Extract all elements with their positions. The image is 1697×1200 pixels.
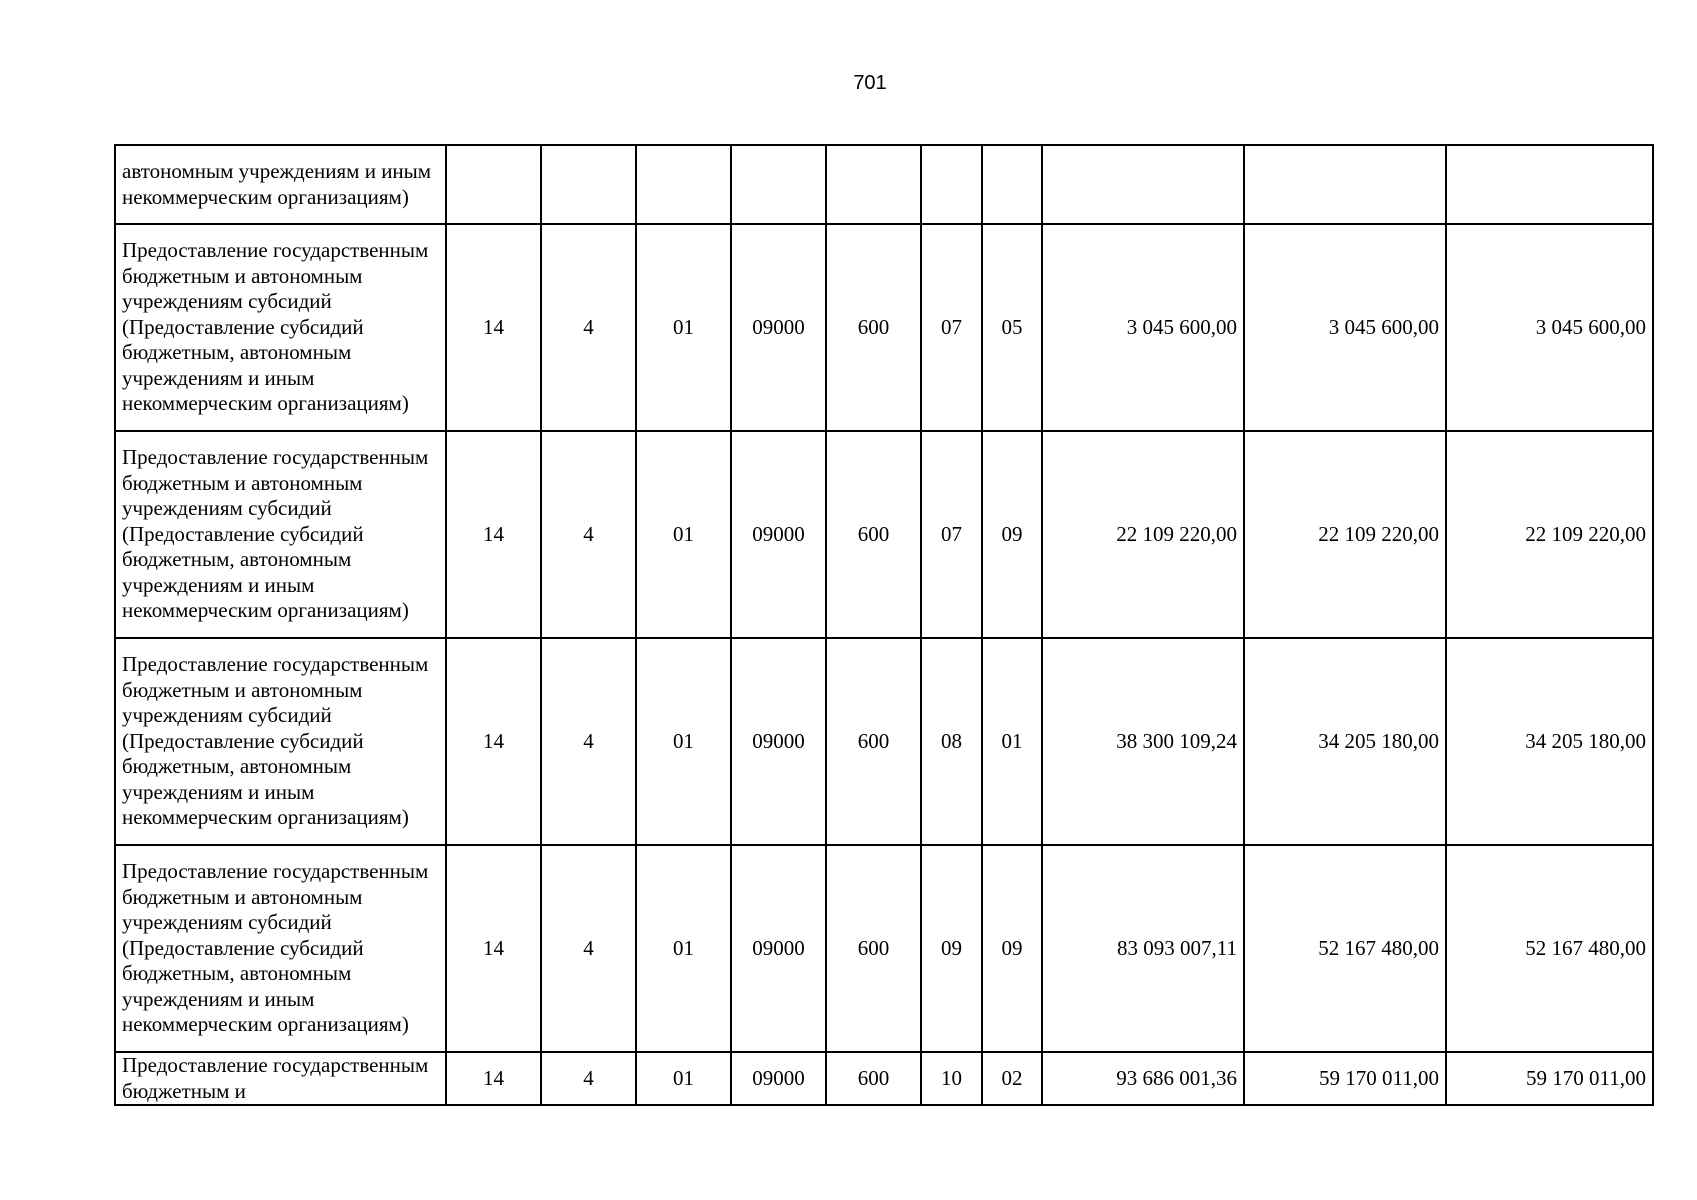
cell-amount <box>1042 145 1244 224</box>
cell-code: 01 <box>636 431 731 638</box>
cell-code: 4 <box>541 845 636 1052</box>
cell-code: 10 <box>921 1052 982 1105</box>
table-body <box>115 145 1653 1105</box>
cell-code: 14 <box>446 431 541 638</box>
cell-amount: 22 109 220,00 <box>1042 431 1244 638</box>
cell-code: 600 <box>826 1052 921 1105</box>
cell-amount: 59 170 011,00 <box>1446 1052 1653 1105</box>
cell-code: 02 <box>982 1052 1042 1105</box>
cell-code: 07 <box>921 224 982 431</box>
cell-code: 4 <box>541 224 636 431</box>
cell-code <box>636 145 731 224</box>
cell-code: 05 <box>982 224 1042 431</box>
row-description: Предоставление государственным бюджетным и автономным учреждениям субсидий (Предоставление субсидий бюджетным, автономным учреждениям и иным некоммерческим организациям) <box>115 845 446 1052</box>
row-description: Предоставление государственным бюджетным и автономным учреждениям субсидий (Предоставление субсидий бюджетным, автономным учреждениям и иным некоммерческим организациям) <box>115 224 446 431</box>
row-description: Предоставление государственным бюджетным и автономным учреждениям субсидий (Предоставление субсидий бюджетным, автономным учреждениям и иным некоммерческим организациям) <box>115 431 446 638</box>
cell-code: 09000 <box>731 845 826 1052</box>
cell-code: 14 <box>446 224 541 431</box>
cell-code: 600 <box>826 431 921 638</box>
cell-code: 08 <box>921 638 982 845</box>
row-description: Предоставление государственным бюджетным и <box>115 1052 446 1105</box>
cell-code: 14 <box>446 845 541 1052</box>
cell-code <box>982 145 1042 224</box>
cell-amount: 3 045 600,00 <box>1042 224 1244 431</box>
cell-code: 600 <box>826 845 921 1052</box>
cell-code: 4 <box>541 638 636 845</box>
cell-amount: 34 205 180,00 <box>1446 638 1653 845</box>
cell-amount: 38 300 109,24 <box>1042 638 1244 845</box>
cell-code: 14 <box>446 1052 541 1105</box>
cell-code: 4 <box>541 431 636 638</box>
cell-code: 09 <box>982 431 1042 638</box>
table-row <box>115 224 1653 431</box>
cell-code: 01 <box>982 638 1042 845</box>
table-row <box>115 1052 1653 1105</box>
cell-amount: 22 109 220,00 <box>1244 431 1446 638</box>
cell-code: 01 <box>636 1052 731 1105</box>
cell-amount: 52 167 480,00 <box>1244 845 1446 1052</box>
table-row <box>115 145 1653 224</box>
cell-code: 14 <box>446 638 541 845</box>
row-description: Предоставление государственным бюджетным и автономным учреждениям субсидий (Предоставление субсидий бюджетным, автономным учреждениям и иным некоммерческим организациям) <box>115 638 446 845</box>
cell-amount <box>1446 145 1653 224</box>
cell-code: 07 <box>921 431 982 638</box>
cell-code: 01 <box>636 638 731 845</box>
cell-code: 09000 <box>731 638 826 845</box>
cell-amount <box>1244 145 1446 224</box>
cell-code: 09 <box>982 845 1042 1052</box>
cell-code: 4 <box>541 1052 636 1105</box>
cell-amount: 83 093 007,11 <box>1042 845 1244 1052</box>
cell-code: 09 <box>921 845 982 1052</box>
cell-code <box>826 145 921 224</box>
cell-code <box>446 145 541 224</box>
cell-code: 600 <box>826 224 921 431</box>
cell-code: 09000 <box>731 224 826 431</box>
table-row <box>115 845 1653 1052</box>
table-row <box>115 431 1653 638</box>
budget-table <box>114 144 1654 1106</box>
cell-code <box>921 145 982 224</box>
cell-amount: 52 167 480,00 <box>1446 845 1653 1052</box>
cell-amount: 3 045 600,00 <box>1446 224 1653 431</box>
cell-amount: 59 170 011,00 <box>1244 1052 1446 1105</box>
table-row <box>115 638 1653 845</box>
cell-code: 01 <box>636 845 731 1052</box>
cell-amount: 34 205 180,00 <box>1244 638 1446 845</box>
page-number: 701 <box>853 72 887 94</box>
cell-amount: 22 109 220,00 <box>1446 431 1653 638</box>
cell-code: 600 <box>826 638 921 845</box>
cell-amount: 93 686 001,36 <box>1042 1052 1244 1105</box>
cell-code: 01 <box>636 224 731 431</box>
cell-amount: 3 045 600,00 <box>1244 224 1446 431</box>
cell-code: 09000 <box>731 431 826 638</box>
cell-code <box>541 145 636 224</box>
cell-code <box>731 145 826 224</box>
cell-code: 09000 <box>731 1052 826 1105</box>
row-description: автономным учреждениям и иным некоммерческим организациям) <box>115 145 446 224</box>
